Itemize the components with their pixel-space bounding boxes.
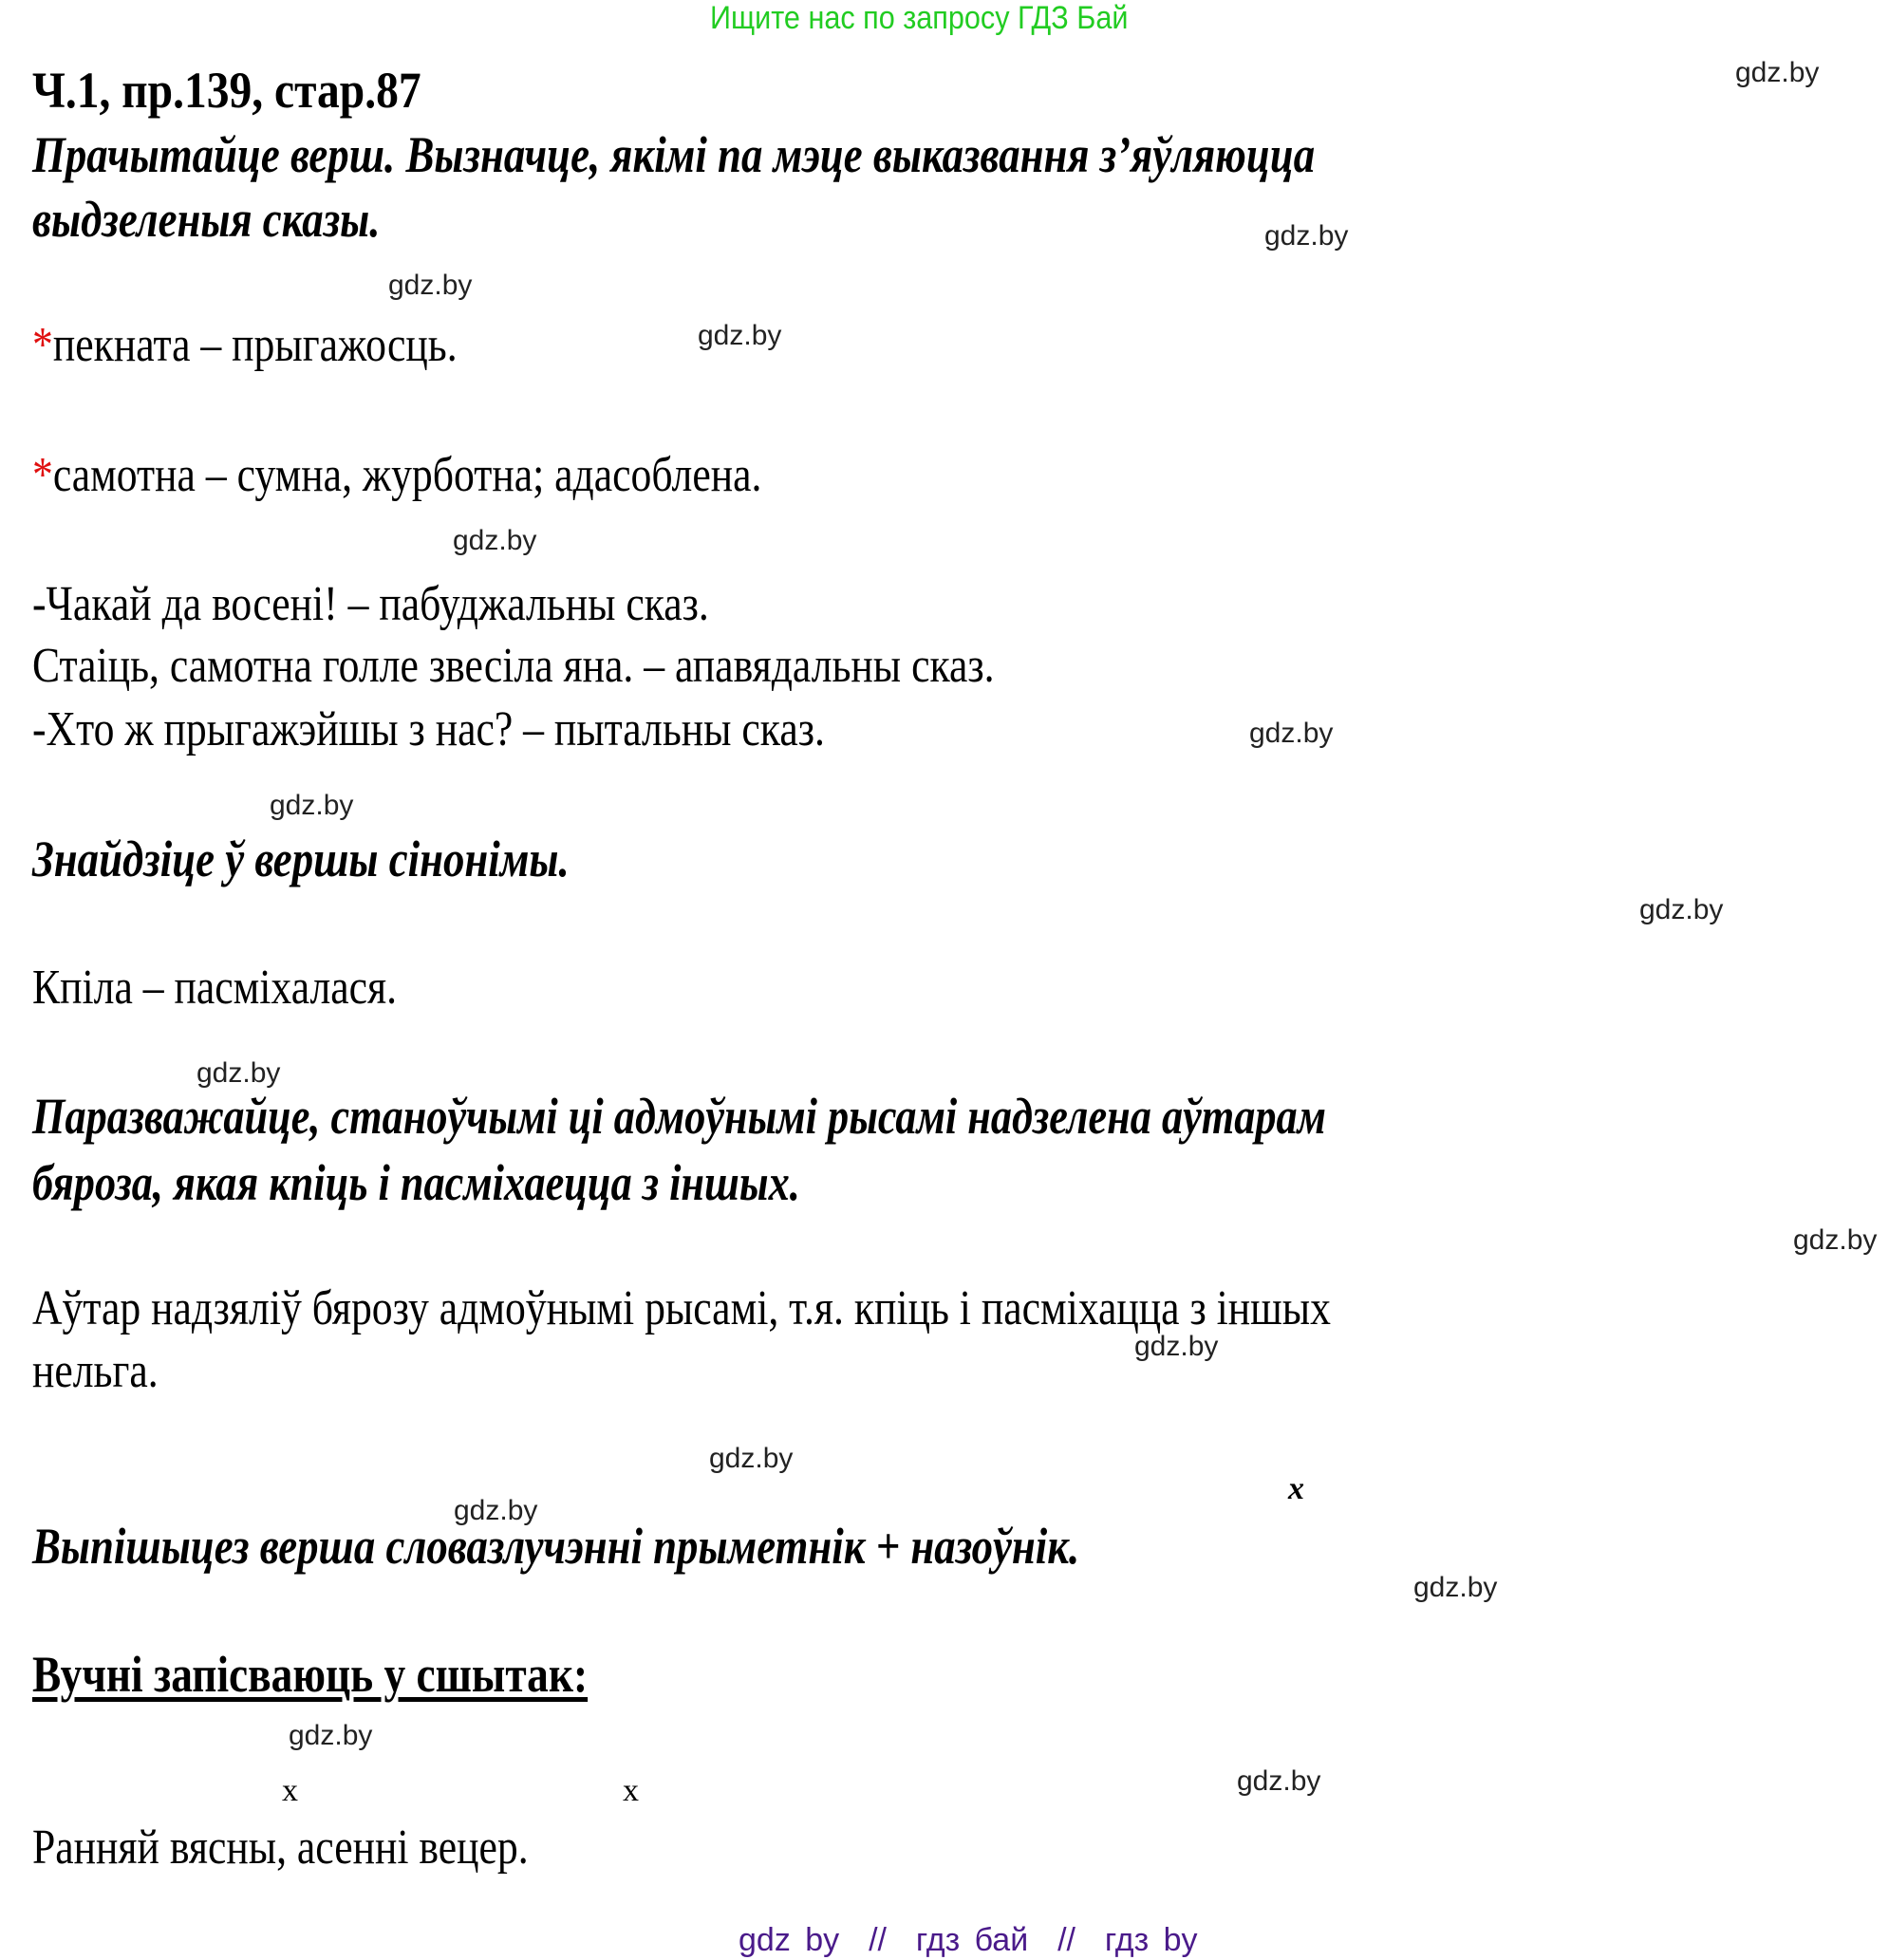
notebook-heading: Вучні запісваюць у сшытак:	[32, 1646, 589, 1703]
watermark: gdz.by	[1735, 57, 1820, 88]
watermark: gdz.by	[1237, 1765, 1321, 1797]
watermark: gdz.by	[388, 270, 473, 301]
sentence-1: -Чакай да восені! – пабуджальны сказ.	[32, 577, 709, 631]
definition-2	[32, 447, 761, 503]
watermark: gdz.by	[1264, 220, 1349, 252]
answer-3-line-2: нельга.	[32, 1344, 159, 1398]
sentence-3: -Хто ж прыгажэйшы з нас? – пытальны сказ.	[32, 702, 825, 756]
footer-watermark: gdz by // гдз бай // гдз by	[739, 1922, 1198, 1958]
watermark: gdz.by	[1793, 1224, 1878, 1256]
watermark: gdz.by	[1639, 894, 1724, 925]
watermark: gdz.by	[270, 790, 354, 821]
stress-mark: x	[282, 1773, 298, 1808]
sentence-2: Стаіць, самотна голле звесіла яна. – апавядальны сказ.	[32, 639, 995, 693]
search-banner: Ищите нас по запросу ГДЗ Бай	[710, 0, 1129, 36]
page-title: Ч.1, пр.139, стар.87	[32, 62, 421, 119]
watermark: gdz.by	[196, 1057, 281, 1089]
watermark: gdz.by	[289, 1720, 373, 1751]
watermark: gdz.by	[698, 320, 782, 351]
answer-3-line-1: Аўтар надзяліў бярозу адмоўнымі рысамі, т.я. кпіць і пасміхацца з іншых	[32, 1281, 1331, 1335]
watermark: gdz.by	[1249, 718, 1334, 749]
watermark: gdz.by	[453, 525, 537, 556]
watermark: gdz.by	[709, 1443, 794, 1474]
watermark: gdz.by	[1413, 1572, 1498, 1603]
task-4: Выпішыцез верша словазлучэнні прыметнік + назоўнік.	[32, 1518, 1080, 1575]
definition-text: самотна – сумна, журботна; адасоблена.	[52, 448, 762, 502]
stress-mark: x	[623, 1773, 639, 1808]
task-3-line-1: Паразважайце, станоўчымі ці адмоўнымі рысамі надзелена аўтарам	[32, 1088, 1326, 1145]
answer-2: Кпіла – пасміхалася.	[32, 961, 398, 1015]
asterisk-icon: *	[32, 318, 53, 372]
stress-mark: x	[1288, 1471, 1304, 1506]
task-3-line-2: бяроза, якая кпіць і пасміхаецца з іншых.	[32, 1154, 800, 1211]
watermark: gdz.by	[1134, 1331, 1219, 1362]
task-1-line-2: выдзеленыя сказы.	[32, 191, 381, 248]
task-2: Знайдзіце ў вершы сінонімы.	[32, 831, 570, 887]
watermark: gdz.by	[454, 1495, 538, 1526]
task-1-line-1: Прачытайце верш. Вызначце, якімі па мэце выказвання з’яўляюцца	[32, 126, 1316, 183]
definition-1	[32, 317, 458, 373]
asterisk-icon: *	[32, 448, 53, 502]
definition-text: пекната – прыгажосць.	[52, 318, 458, 372]
answer-4: Ранняй вясны, асенні вецер.	[32, 1820, 529, 1875]
